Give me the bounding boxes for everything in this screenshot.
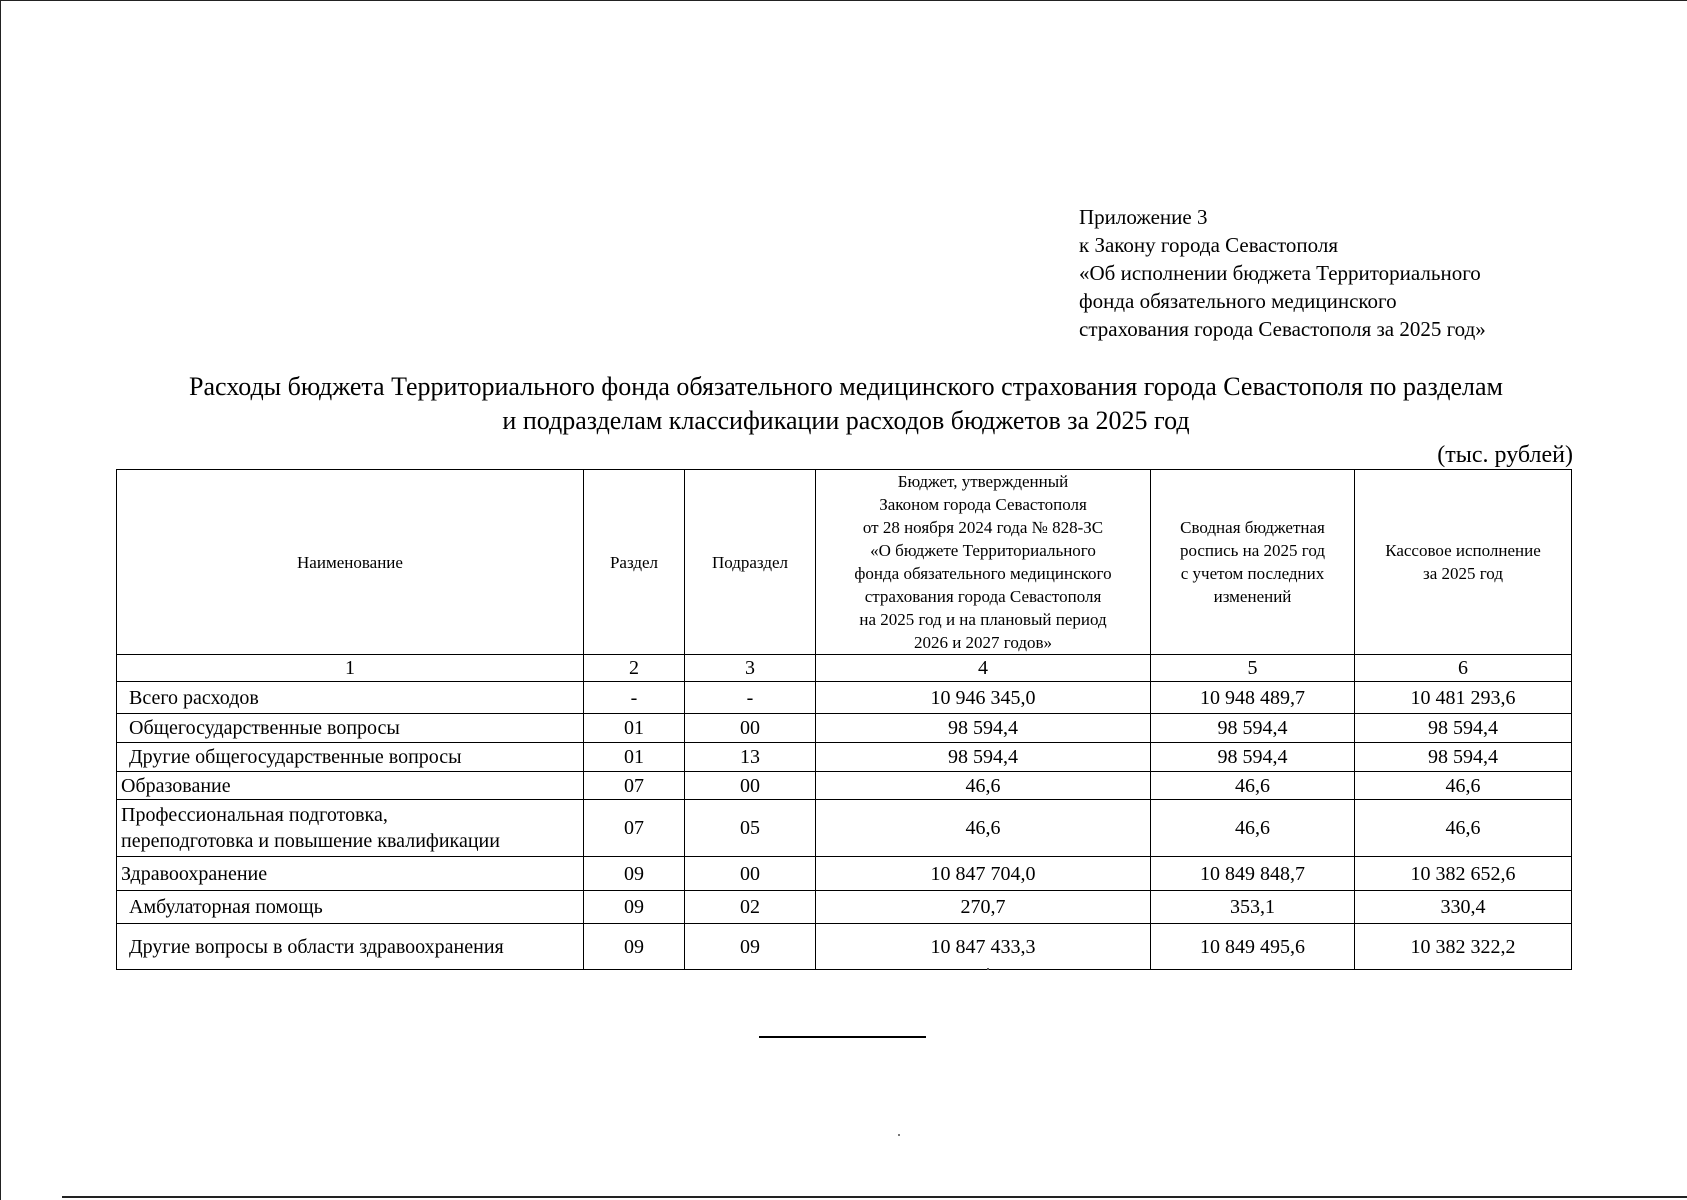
column-number: 2 — [584, 655, 685, 682]
row-cash-execution: 46,6 — [1355, 772, 1572, 800]
row-cash-execution: 330,4 — [1355, 891, 1572, 924]
row-section: 09 — [584, 857, 685, 891]
header-text-line: за 2025 год — [1423, 564, 1503, 583]
table-row — [117, 772, 1572, 800]
row-name: Другие общегосударственные вопросы — [117, 743, 584, 772]
scan-speck — [898, 1134, 900, 1136]
appendix-line: «Об исполнении бюджета Территориального — [1079, 261, 1481, 285]
table-row — [117, 800, 1572, 857]
header-section: Раздел — [584, 470, 685, 655]
title-line-1: Расходы бюджета Территориального фонда обязательного медицинского страхования города Севастополя по разделам — [189, 372, 1503, 401]
row-cash-execution: 46,6 — [1355, 800, 1572, 857]
row-section: - — [584, 682, 685, 714]
header-text-line: «О бюджете Территориального — [870, 541, 1096, 560]
header-text-line: страхования города Севастополя — [864, 587, 1102, 606]
column-number-row — [117, 655, 1572, 682]
header-name: Наименование — [117, 470, 584, 655]
appendix-line: страхования города Севастополя за 2025 год» — [1079, 317, 1486, 341]
row-subsection: 09 — [685, 924, 816, 970]
row-subsection: 00 — [685, 714, 816, 743]
header-subsection: Подраздел — [685, 470, 816, 655]
row-name-line: переподготовка и повышение квалификации — [121, 830, 500, 852]
row-section: 09 — [584, 924, 685, 970]
row-cash-execution: 98 594,4 — [1355, 743, 1572, 772]
expenditure-table — [116, 469, 1572, 970]
row-subsection: 13 — [685, 743, 816, 772]
column-number: 3 — [685, 655, 816, 682]
closing-divider-line — [759, 1036, 926, 1038]
row-subsection: 02 — [685, 891, 816, 924]
title-line-2: и подразделам классификации расходов бюджетов за 2025 год — [502, 406, 1190, 435]
row-name — [117, 800, 584, 857]
row-section: 01 — [584, 743, 685, 772]
row-approved-budget: 46,6 — [816, 800, 1151, 857]
row-subsection: 00 — [685, 772, 816, 800]
row-approved-budget: 10 847 704,0 — [816, 857, 1151, 891]
row-name: Амбулаторная помощь — [117, 891, 584, 924]
row-section: 01 — [584, 714, 685, 743]
row-approved-budget: 98 594,4 — [816, 743, 1151, 772]
row-name-line: Профессиональная подготовка, — [121, 804, 388, 826]
header-text-line: фонда обязательного медицинского — [854, 564, 1112, 583]
row-approved-budget: 98 594,4 — [816, 714, 1151, 743]
row-name: Здравоохранение — [117, 857, 584, 891]
row-name: Всего расходов — [117, 682, 584, 714]
table-row — [117, 743, 1572, 772]
row-approved-budget: 270,7 — [816, 891, 1151, 924]
appendix-line: к Закону города Севастополя — [1079, 233, 1339, 257]
table-row — [117, 891, 1572, 924]
row-approved-budget: 46,6 — [816, 772, 1151, 800]
row-name: Образование — [117, 772, 584, 800]
row-consolidated-schedule: 98 594,4 — [1151, 714, 1355, 743]
row-section: 09 — [584, 891, 685, 924]
row-cash-execution: 98 594,4 — [1355, 714, 1572, 743]
header-cash-execution — [1355, 470, 1572, 655]
row-subsection: - — [685, 682, 816, 714]
row-consolidated-schedule: 10 849 495,6 — [1151, 924, 1355, 970]
row-consolidated-schedule: 46,6 — [1151, 800, 1355, 857]
header-row — [117, 470, 1572, 655]
units-label: (тыс. рублей) — [1437, 442, 1573, 468]
table-row — [117, 714, 1572, 743]
header-text-line: Бюджет, утвержденный — [897, 472, 1069, 491]
header-text-line: Кассовое исполнение — [1385, 541, 1541, 560]
row-consolidated-schedule: 353,1 — [1151, 891, 1355, 924]
row-section: 07 — [584, 800, 685, 857]
row-name: Другие вопросы в области здравоохранения — [117, 924, 584, 970]
row-cash-execution: 10 382 322,2 — [1355, 924, 1572, 970]
column-number: 1 — [117, 655, 584, 682]
page-border-bottom — [62, 1196, 1687, 1198]
header-text-line: роспись на 2025 год — [1179, 541, 1326, 560]
header-text-line: от 28 ноября 2024 года № 828-ЗС — [862, 518, 1104, 537]
document-title — [116, 370, 1576, 438]
row-subsection: 00 — [685, 857, 816, 891]
row-consolidated-schedule: 46,6 — [1151, 772, 1355, 800]
row-consolidated-schedule: 10 948 489,7 — [1151, 682, 1355, 714]
page-border-left — [0, 0, 1, 1200]
header-text-line: Законом города Севастополя — [879, 495, 1087, 514]
row-consolidated-schedule: 98 594,4 — [1151, 743, 1355, 772]
appendix-line: фонда обязательного медицинского — [1079, 289, 1397, 313]
header-text-line: изменений — [1213, 587, 1292, 606]
row-name: Общегосударственные вопросы — [117, 714, 584, 743]
header-text-line: с учетом последних — [1180, 564, 1325, 583]
row-consolidated-schedule: 10 849 848,7 — [1151, 857, 1355, 891]
scan-speck — [987, 968, 989, 970]
row-section: 07 — [584, 772, 685, 800]
row-subsection: 05 — [685, 800, 816, 857]
page-border-top — [0, 0, 1687, 1]
column-number: 4 — [816, 655, 1151, 682]
header-approved-budget — [816, 470, 1151, 655]
row-cash-execution: 10 481 293,6 — [1355, 682, 1572, 714]
header-text-line: на 2025 год и на плановый период — [859, 610, 1107, 629]
column-number: 6 — [1355, 655, 1572, 682]
header-consolidated-schedule — [1151, 470, 1355, 655]
header-text-line: 2026 и 2027 годов» — [913, 633, 1053, 652]
row-cash-execution: 10 382 652,6 — [1355, 857, 1572, 891]
appendix-note — [1079, 203, 1639, 343]
appendix-line: Приложение 3 — [1079, 205, 1208, 229]
header-text-line: Сводная бюджетная — [1180, 518, 1325, 537]
row-approved-budget: 10 946 345,0 — [816, 682, 1151, 714]
row-approved-budget: 10 847 433,3 — [816, 924, 1151, 970]
table-row — [117, 857, 1572, 891]
table-row-total — [117, 682, 1572, 714]
column-number: 5 — [1151, 655, 1355, 682]
table-row — [117, 924, 1572, 970]
